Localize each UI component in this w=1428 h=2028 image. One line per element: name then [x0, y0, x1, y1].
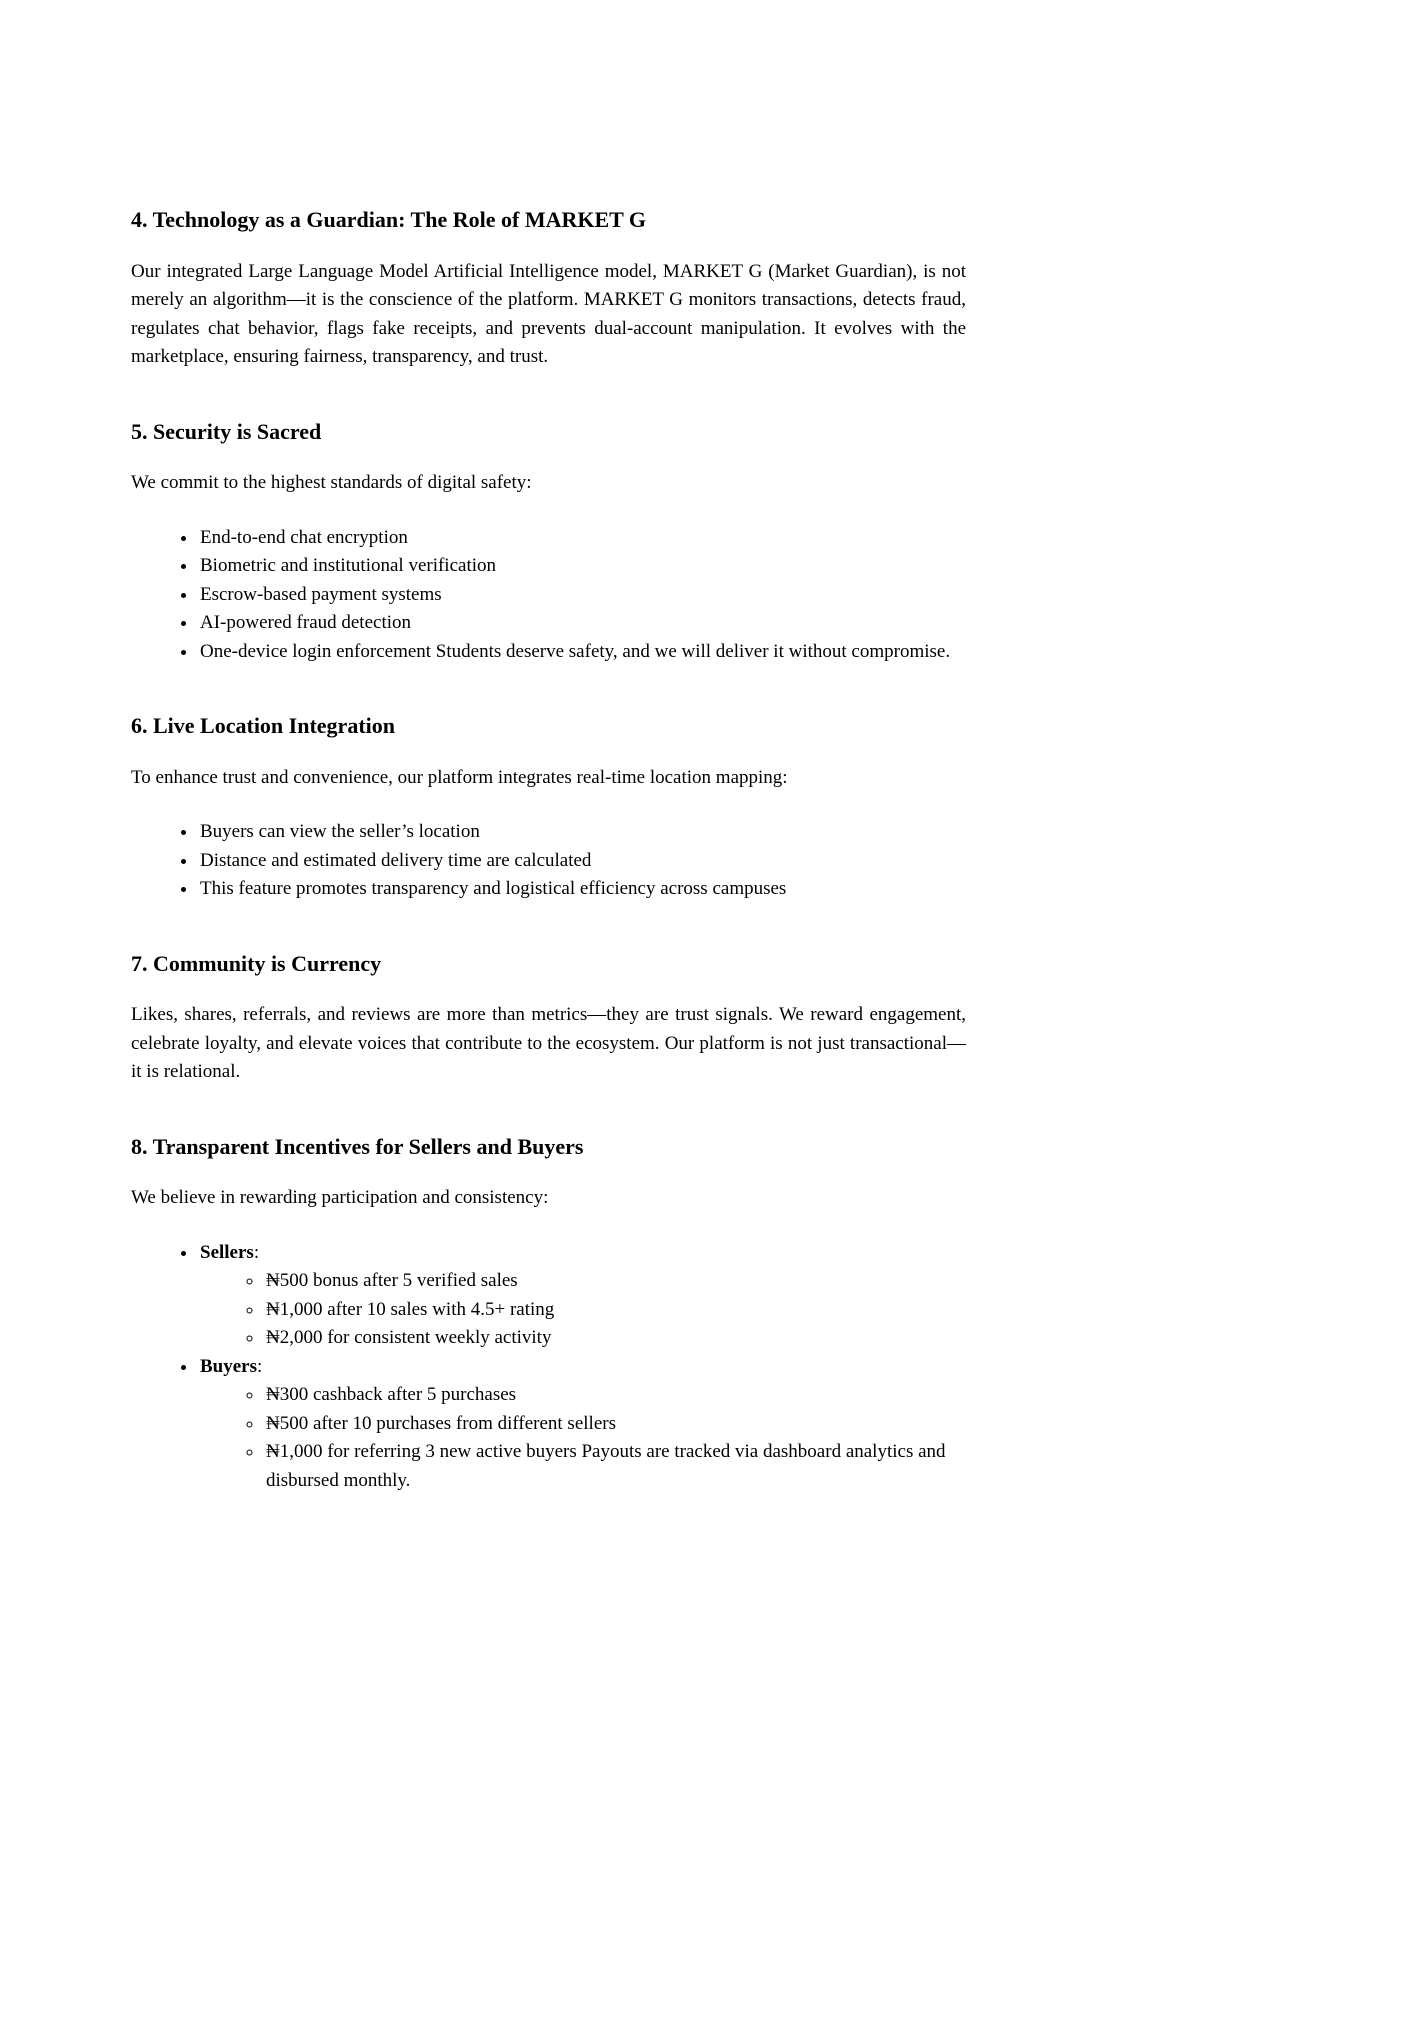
sub-bullet-item: ◦ ₦500 bonus after 5 verified sales: [264, 1267, 966, 1296]
sub-bullet-item: ◦ ₦1,000 after 10 sales with 4.5+ rating: [264, 1296, 966, 1325]
paragraph: Likes, shares, referrals, and reviews are more than metrics—they are trust signals. We reward engagement, celebrate loyalty, and elevate voices that contribute to the ecosystem. Our platform is not just transactional—it is relational.: [131, 1004, 966, 1082]
group-label: Sellers: [200, 1241, 254, 1263]
section-heading: 6. Live Location Integration: [131, 713, 395, 738]
section-incentives: [131, 1133, 966, 1496]
bullet-item: • Buyers can view the seller’s location: [198, 818, 966, 847]
section-heading: 7. Community is Currency: [131, 950, 382, 976]
bullet-item: • This feature promotes transparency and logistical efficiency across campuses: [198, 875, 966, 904]
bullet-list: [131, 818, 966, 904]
bullet-item: • One-device login enforcement Students deserve safety, and we will deliver it without compromise.: [198, 638, 966, 667]
section-market-g: [131, 206, 966, 372]
section-security: [131, 418, 966, 667]
intro-paragraph: We commit to the highest standards of digital safety:: [131, 472, 532, 493]
sub-bullet-item: ◦ ₦2,000 for consistent weekly activity: [264, 1324, 966, 1353]
sub-bullet-list: [200, 1381, 966, 1495]
group-label-suffix: :: [253, 1241, 260, 1263]
bullet-item: • End-to-end chat encryption: [198, 524, 966, 553]
bullet-group-sellers: [198, 1239, 966, 1353]
section-live-location: [131, 712, 966, 904]
bullet-item: • Escrow-based payment systems: [198, 581, 966, 610]
sub-bullet-list: [200, 1267, 966, 1353]
sub-bullet-item: ◦ ₦300 cashback after 5 purchases: [264, 1381, 966, 1410]
group-label-suffix: :: [257, 1355, 263, 1377]
bullet-list: [131, 524, 966, 667]
section-heading: 5. Security is Sacred: [131, 418, 322, 444]
section-community: [131, 950, 966, 1087]
bullet-item: • AI-powered fraud detection: [198, 609, 966, 638]
section-heading: 8. Transparent Incentives for Sellers and Buyers: [131, 1133, 584, 1159]
bullet-item: • Distance and estimated delivery time are calculated: [198, 847, 966, 876]
sub-bullet-item: ◦ ₦1,000 for referring 3 new active buyers Payouts are tracked via dashboard analytics and disbursed monthly.: [264, 1438, 966, 1495]
group-label: Buyers: [200, 1355, 257, 1377]
bullet-item: • Biometric and institutional verification: [198, 552, 966, 581]
bullet-group-buyers: [198, 1353, 966, 1496]
bullet-list: [131, 1239, 966, 1496]
intro-paragraph: To enhance trust and convenience, our platform integrates real-time location mapping:: [131, 766, 788, 788]
paragraph: Our integrated Large Language Model Artificial Intelligence model, MARKET G (Market Guardian), is not merely an algorithm—it is the conscience of the platform. MARKET G monitors transactions, detects fraud, regulates chat behavior, flags fake receipts, and prevents dual-account manipulation. It evolves with the marketplace, ensuring fairness, transparency, and trust.: [131, 260, 966, 367]
intro-paragraph: We believe in rewarding participation and consistency:: [131, 1187, 549, 1208]
section-heading: 4. Technology as a Guardian: The Role of MARKET G: [131, 207, 647, 232]
sub-bullet-item: ◦ ₦500 after 10 purchases from different sellers: [264, 1410, 966, 1439]
